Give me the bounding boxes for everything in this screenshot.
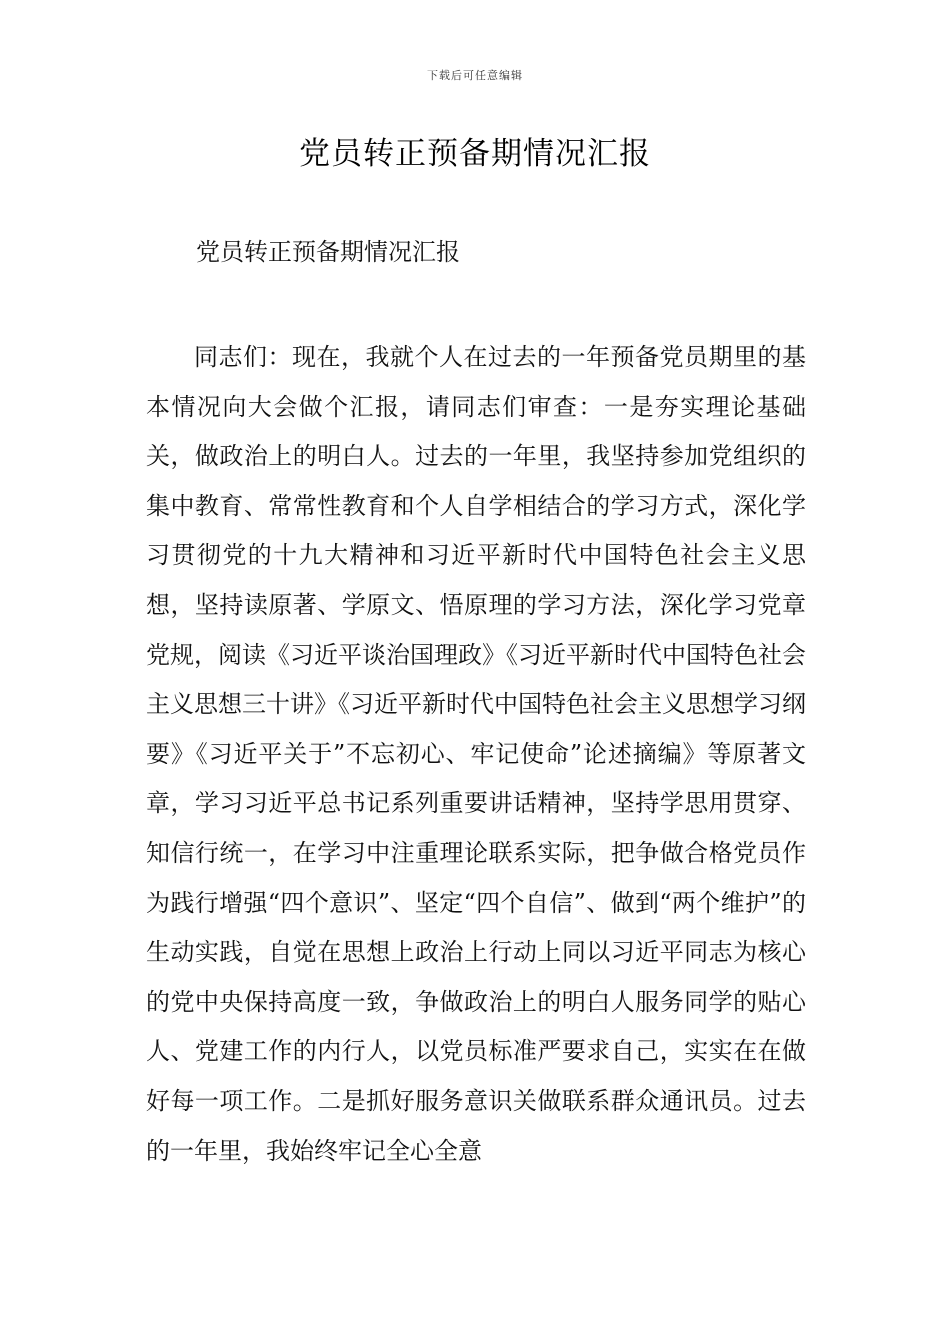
body-paragraph: 同志们：现在，我就个人在过去的一年预备党员期里的基本情况向大会做个汇报，请同志们审查：一是夯实理论基础关，做政治上的明白人。过去的一年里，我坚持参加党组织的集中教育、常常性教育和个人自学相结合的学习方式，深化学习贯彻党的十九大精神和习近平新时代中国特色社会主义思想，坚持读原著、学原文、悟原理的学习方法，深化学习党章党规，阅读《习近平谈治国理政》《习近平新时代中国特色社会主义思想三十讲》《习近平新时代中国特色社会主义思想学习纲要》《习近平关于”不忘初心、牢记使命”论述摘编》等原著文章，学习习近平总书记系列重要讲话精神，坚持学思用贯穿、知信行统一，在学习中注重理论联系实际，把争做合格党员作为践行增强“四个意识”、坚定“四个自信”、做到“两个维护”的生动实践，自觉在思想上政治上行动上同以习近平同志为核心的党中央保持高度一致，争做政治上的明白人服务同学的贴心人、党建工作的内行人，以党员标准严要求自己，实实在在做好每一项工作。二是抓好服务意识关做联系群众通讯员。过去的一年里，我始终牢记全心全意 xyxy=(146,343,806,1165)
document-subtitle: 党员转正预备期情况汇报 xyxy=(196,238,460,266)
document-title: 党员转正预备期情况汇报 xyxy=(299,136,651,172)
header-note: 下载后可任意编辑 xyxy=(427,69,523,82)
